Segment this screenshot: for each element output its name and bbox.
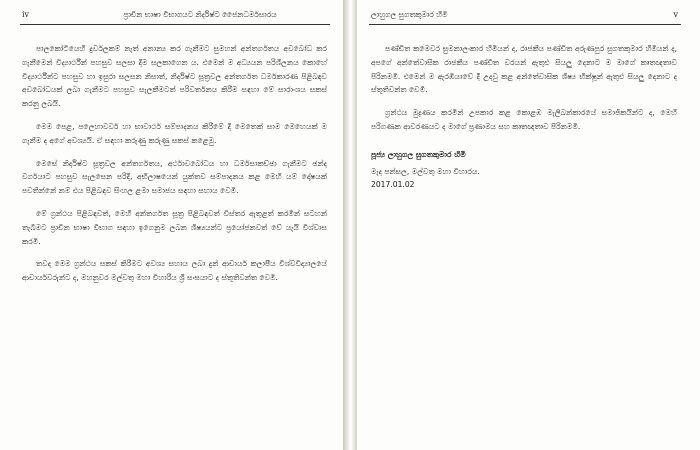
signature-date: 2017.01.02 xyxy=(371,179,415,189)
left-running-head: ප්‍රාචීන භාෂා විභාගයට නිර්දිෂ්ට ජෛනධර්මසාරය xyxy=(123,10,277,19)
right-header-rule xyxy=(369,24,681,25)
signature-block xyxy=(371,148,677,191)
left-page xyxy=(0,0,344,450)
paragraph: මෙම පෙළ, පලෙහාවර්ව හා භාවාර්ථ සම්පාදනය කිරීමේ දී මෙතෙක් සාම මෙහෙයක් ම ගැනීම ද අගේ අවශ්‍යයි. ඒ සඳහා කරුණු කරුණු සකස් කළෙමු. xyxy=(22,121,327,145)
right-page-body xyxy=(371,42,677,191)
paragraph: පණ්ඩිත කමෙවර සුමනාලංකාර හිමියන් ද, රාජකීය පණ්ඩිත අරුණපුර සුගතකුමාර හිමියන් ද, අපගේ අන්තේවාසික රාජකීය පණ්ඩිත වරයන් ඇතුළු සියලු දෙනාට ම මාගේ කෘතඥතාව පිරිනමමි. එමෙන් ම ඇරඹියාවේ දී උදවු කළ අන්තේවාසික ශිෂ්‍ය භික්ෂූන් ඇතුළු සියලු දෙනාට ද ස්තූතිවන්ත වෙමි. xyxy=(371,44,677,95)
paragraph: මේ ග්‍රන්ථය පිළිබඳවත්, මෙහි අන්තර්ගත සූත්‍ර පිළිබඳවත් විස්තර ඇතුළත් කරමින් සටහන් තැබීමට ප්‍රාචීන භාෂා විභාග සඳහා ඉගෙනුම ලබන ශිෂ්‍යයන්ට ප්‍රයෝජනවත් වේ යැයි විශ්වාස කරමි. xyxy=(22,208,327,246)
signature-name: පූජ්‍ය ලාහුගල සුගතකුමාර හිමි xyxy=(371,149,466,159)
right-running-head: ලාහුගල සුගතකුමාර හිමි xyxy=(371,10,448,19)
right-page xyxy=(357,0,700,450)
signature-place: මැද පන්සල, මල්වතු මහා විහාරය. xyxy=(371,166,480,176)
paragraph: පාලකෝටියෙහි දුර්වලකම් නැත් අනාන්‍ය කර ගැනීමට සුමහන් අන්තර්ගතය අවබෝධ කර ගැනීමෙන් විද්‍යාර්ථීන් පහසුව සලසා දීම සලකාගෙන ය. එමෙන් ම අධ්‍යයන පරිශීලනය කොහේ විද්‍යාර්ථීන්ට පහසුව හා ඉසුරා සලසන නිසාත්, නිර්දිෂ්ට සූත්‍රවල අන්තර්ගත ධර්මකාරණ පිළිබඳව අවබෝධයක් ලබා ගැනීමට පහසුව සැලකීමටත් පරිවර්තනය කිරීම සඳහා මේ සාරාංශය සකස් කරනු ලබයි. xyxy=(22,44,327,109)
left-page-body xyxy=(22,42,327,294)
left-header-rule xyxy=(20,24,330,25)
book-gutter xyxy=(343,0,357,450)
paragraph: ග්‍රන්ථය මුද්‍රණය කරමින් උපකාර කළ කොළඹ මැලිබන්කාරයේ සමාජිකයින්ට ද, මෙහි පරිගණක ආවරණයට ද මාගේ ප්‍රණාමය සහ කෘතඥතාව පිරිනමමි. xyxy=(371,108,677,131)
left-page-number: iv xyxy=(22,10,30,19)
paragraph: තවද මෙම ග්‍රන්ථය සකස් කිරීමට අවශ්‍ය සහාය ලබා දුන් ආචාර්ය කලාපීය විශ්වවිද්‍යාලයේ ආචාර්යවරුන්ට ද, මහනුවර මල්වතු මහා විහාරීය ශ්‍රී සංඝයාට ද ස්තූතිවන්ත වෙමි. xyxy=(22,259,327,283)
right-page-number: v xyxy=(673,10,678,19)
paragraph: මෙසේ නිර්දිෂ්ට සූත්‍රවල අන්තර්ගතය, අර්ථාවබෝධය හා ධර්මසාකච්ඡා ගැනීමට ඡන්ද වර්ගයාට පහසුව සැලසෙන පරිදි, අභිලාෂයෙන් යුක්තව සම්පාදනය කළ මෙහි යම් දෝෂයක් පවතින්නේ නම් එය පිළිබඳව සිංහල ළමා සමාජය සඳහා සහාය වෙමි. xyxy=(22,158,327,196)
